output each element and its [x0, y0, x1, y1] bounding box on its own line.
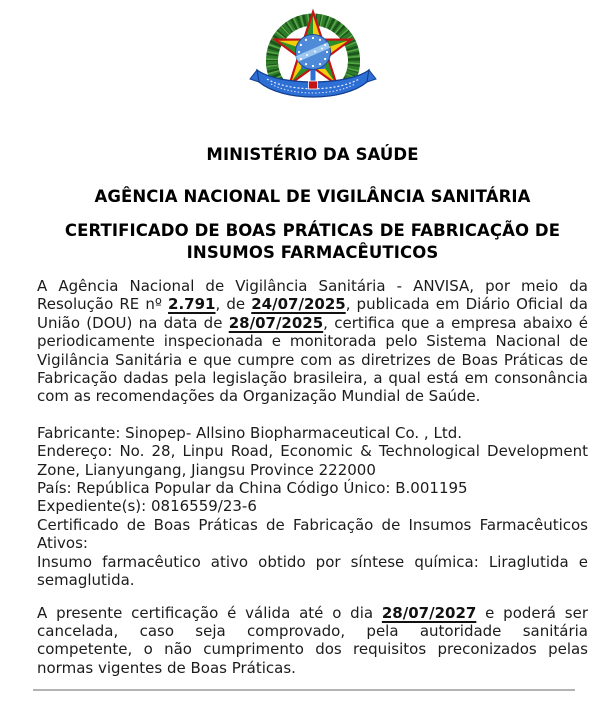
intro-text-1: A Agência Nacional de Vigilância Sanitária - ANVISA, por meio da Resolução RE nº: [37, 277, 588, 314]
validity-text-1: A presente certificação é válida até o dia: [37, 603, 382, 622]
intro-paragraph: [37, 277, 588, 406]
hilt-badge: [308, 81, 317, 89]
footer-divider: [33, 689, 575, 691]
intro-text-3: , publicada em Diário Oficial da União (DOU) na data de: [37, 295, 589, 332]
resolution-date: 24/07/2025: [251, 295, 346, 314]
intro-text-4: , certifica que a empresa abaixo é periodicamente inspecionada e monitorada pelo Sistema Nacional de Vigilância Sanitária e que cumpre com as diretrizes de Boas Práticas de Fabricação dadas pela legislação brasileira, a qual está em consonância com as recomendações da Organização Mundial de Saúde.: [37, 313, 588, 406]
certificate-title: CERTIFICADO DE BOAS PRÁTICAS DE FABRICAÇÃO DE INSUMOS FARMACÊUTICOS: [64, 221, 561, 262]
file-number-line: Expediente(s): 0816559/23-6: [37, 497, 257, 516]
validity-text-2: e poderá ser cancelada, caso seja comprovado, pela autoridade sanitária competente, o não cumprimento dos requisitos preconizados pelas normas vigentes de Boas Práticas.: [37, 603, 588, 677]
emblem-container: [37, 8, 588, 108]
manufacturer-line: Fabricante: Sinopep- Allsino Biopharmaceutical Co. , Ltd.: [37, 423, 462, 442]
brazil-coat-of-arms-icon: [249, 8, 377, 108]
ministry-title: MINISTÉRIO DA SAÚDE: [206, 145, 419, 164]
dou-publication-date: 28/07/2025: [228, 313, 324, 332]
agency-title: AGÊNCIA NACIONAL DE VIGILÂNCIA SANITÁRIA: [94, 187, 531, 206]
address-line: Endereço: No. 28, Linpu Road, Economic & Technological Development Zone, Lianyungang, Jiangsu Province 222000: [37, 442, 588, 479]
ribbon-left-tip: [250, 70, 259, 82]
company-details: [37, 424, 588, 590]
certificate-scope-line: Certificado de Boas Práticas de Fabricação de Insumos Farmacêuticos Ativos:: [37, 515, 588, 553]
intro-text-2: , de: [215, 295, 252, 314]
ribbon-right-tip: [367, 70, 376, 82]
validity-paragraph: [37, 604, 588, 678]
active-ingredients-line: Insumo farmacêutico ativo obtido por síntese química: Liraglutida e semaglutida.: [37, 552, 588, 590]
country-line: País: República Popular da China Código Único: B.001195: [37, 479, 468, 498]
resolution-number: 2.791: [168, 295, 216, 314]
expiry-date: 28/07/2027: [381, 603, 477, 622]
